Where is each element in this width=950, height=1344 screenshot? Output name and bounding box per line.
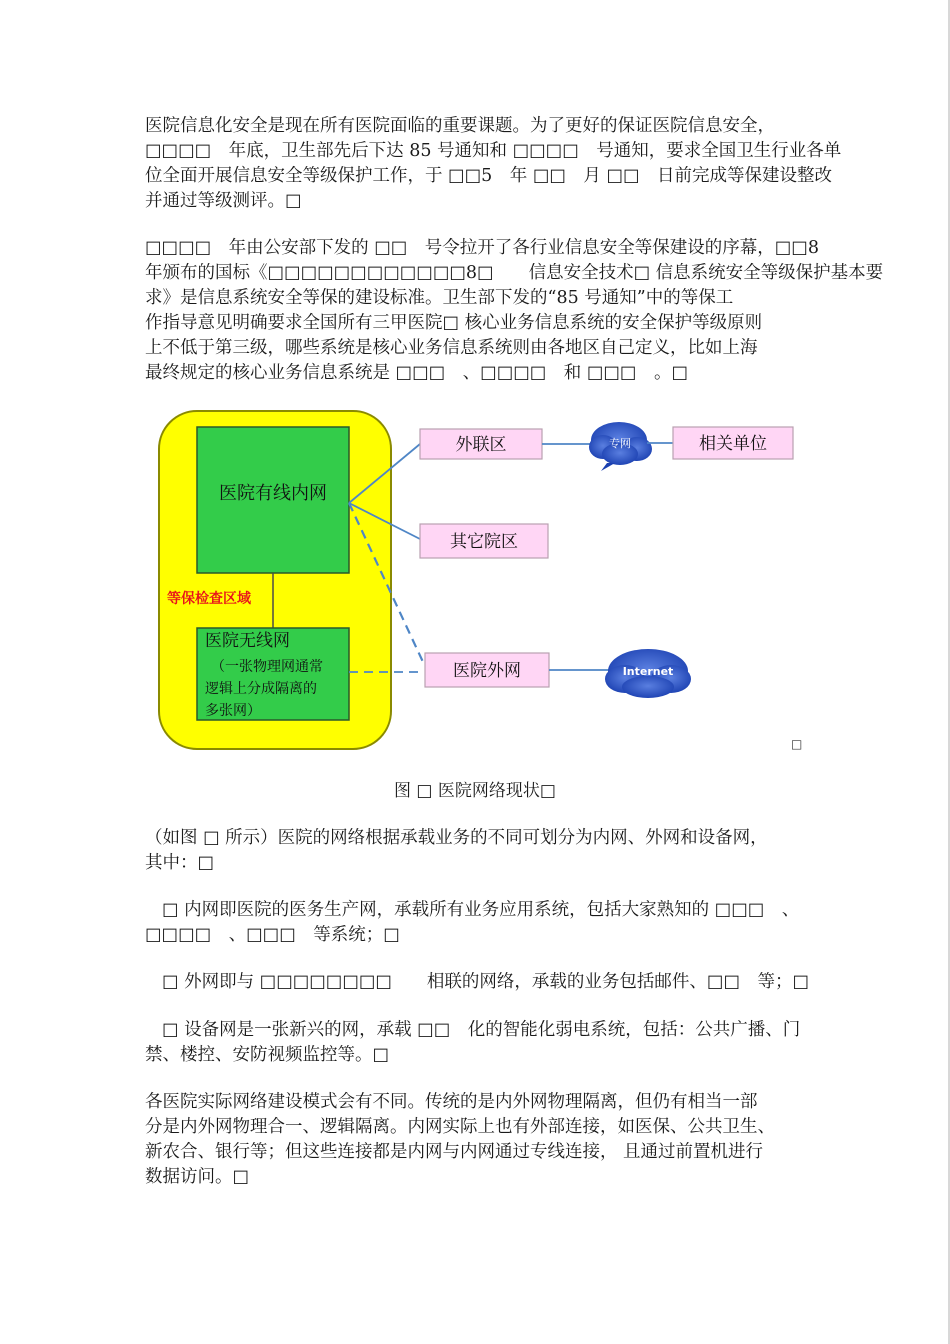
wireless-lan-desc: （一张物理网通常 [211, 659, 323, 675]
text-line: 新农合、银行等；但这些连接都是内网与内网通过专线连接， 且通过前置机进行 [145, 1142, 764, 1162]
text-line: 上不低于第三级，哪些系统是核心业务信息系统则由各地区自己定义，比如上海 [145, 338, 758, 358]
paragraph-extranet [162, 970, 827, 995]
paragraph-intro [145, 114, 842, 214]
text-line: 分是内外网物理合一、逻辑隔离。内网实际上也有外部连接，如医保、公共卫生、 [145, 1117, 775, 1137]
paragraph-device-network [145, 1018, 827, 1068]
text-line: □□□□ 、□□□ 等系统；□ [145, 925, 400, 945]
text-line: 并通过等级测评。□ [145, 191, 302, 211]
wired-lan-label: 医院有线内网 [219, 483, 327, 504]
text-line: 数据访问。□ [145, 1167, 250, 1187]
network-diagram-svg [155, 407, 797, 757]
wireless-lan-desc: 多张网） [205, 703, 261, 719]
text-line: 求》是信息系统安全等保的建设标准。卫生部下发的“85 号通知”中的等保工 [145, 288, 734, 308]
dmz-label: 外联区 [455, 435, 507, 455]
text-line: 年颁布的国标《□□□□□□□□□□□□8□ 信息安全技术□ 信息系统安全等级保护基本要 [145, 263, 884, 283]
text-line: 各医院实际网络建设模式会有不同。传统的是内外网物理隔离，但仍有相当一部 [145, 1092, 758, 1112]
figure-caption: 图 □ 医院网络现状□ [394, 781, 556, 801]
text-line: 作指导意见明确要求全国所有三甲医院□ 核心业务信息系统的安全保护等级原则 [145, 313, 763, 333]
text-line: 其中：□ [145, 853, 215, 873]
text-line: □ 外网即与 □□□□□□□□ 相联的网络，承载的业务包括邮件、□□ 等；□ [162, 972, 810, 992]
paragraph-standards [145, 236, 884, 386]
paragraph-network-division [145, 826, 810, 876]
related-units-label: 相关单位 [699, 434, 767, 454]
text-line: 禁、楼控、安防视频监控等。□ [145, 1045, 390, 1065]
extranet-label: 医院外网 [453, 661, 521, 681]
paragraph-construction-modes [145, 1090, 810, 1190]
figure-anchor-mark: □ [791, 737, 803, 751]
inspection-zone-label: 等保检查区域 [167, 591, 251, 607]
text-line: □□□□ 年由公安部下发的 □□ 号令拉开了各行业信息安全等保建设的序幕，□□8 [145, 238, 819, 258]
internet-label: Internet [622, 665, 674, 678]
text-line: □□□□ 年底，卫生部先后下达 85 号通知和 □□□□ 号通知，要求全国卫生行业各单 [145, 141, 842, 161]
text-line: □ 设备网是一张新兴的网，承载 □□ 化的智能化弱电系统，包括：公共广播、门 [162, 1020, 801, 1040]
other-campus-label: 其它院区 [450, 532, 518, 552]
text-line: 医院信息化安全是现在所有医院面临的重要课题。为了更好的保证医院信息安全， [145, 116, 775, 136]
text-line: 位全面开展信息安全等级保护工作，于 □□5 年 □□ 月 □□ 日前完成等保建设整改 [145, 166, 833, 186]
text-line: 最终规定的核心业务信息系统是 □□□ 、□□□□ 和 □□□ 。□ [145, 363, 689, 383]
private-net-label: 专网 [609, 437, 631, 450]
wireless-lan-title: 医院无线网 [205, 631, 290, 651]
wireless-lan-desc: 逻辑上分成隔离的 [205, 681, 317, 697]
text-line: （如图 □ 所示）医院的网络根据承载业务的不同可划分为内网、外网和设备网， [145, 828, 768, 848]
paragraph-intranet [145, 898, 827, 948]
network-diagram [155, 407, 797, 757]
text-line: □ 内网即医院的医务生产网，承载所有业务应用系统，包括大家熟知的 □□□ 、 [162, 900, 800, 920]
